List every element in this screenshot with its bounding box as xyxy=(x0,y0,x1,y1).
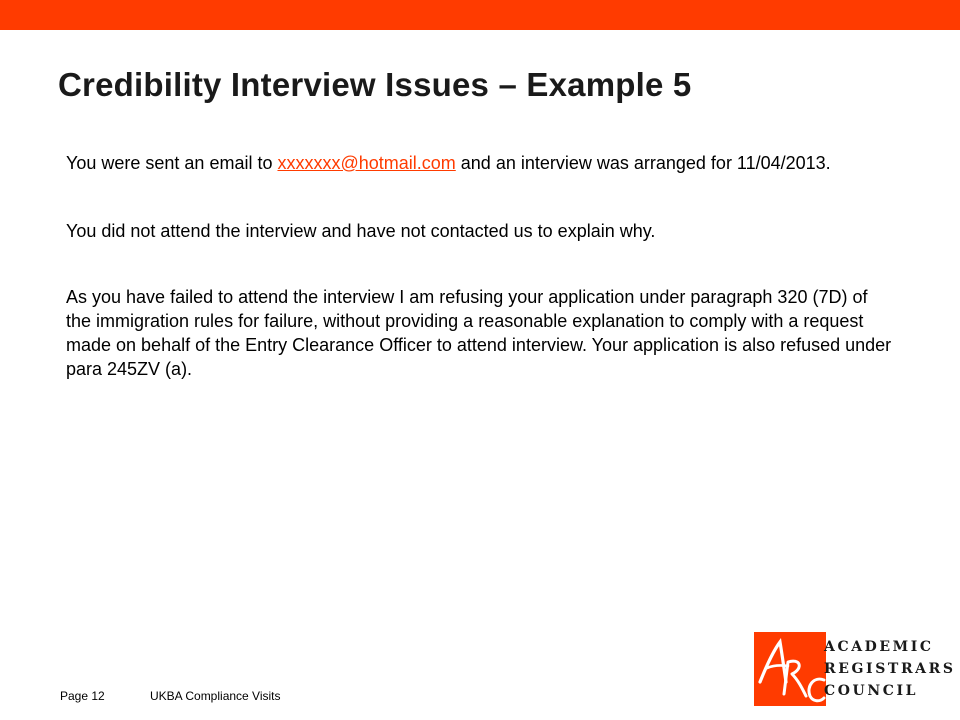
paragraph-1-tail: and an interview was arranged for 11/04/2013. xyxy=(455,153,831,173)
logo-line-academic: ACADEMIC xyxy=(824,639,934,655)
slide-title: Credibility Interview Issues – Example 5 xyxy=(58,66,692,103)
paragraph-email-sent xyxy=(66,151,896,175)
arc-logo xyxy=(754,632,954,706)
slide-body xyxy=(66,151,896,381)
email-link[interactable]: xxxxxxx@hotmail.com xyxy=(277,153,456,173)
footer-page-number: Page 12 xyxy=(60,689,105,703)
logo-line-council: COUNCIL xyxy=(824,683,919,699)
arc-logo-mark xyxy=(754,632,826,706)
footer-presentation-title: UKBA Compliance Visits xyxy=(150,689,281,703)
arc-logo-wordmark xyxy=(824,636,954,702)
paragraph-did-not-attend: You did not attend the interview and have not contacted us to explain why. xyxy=(66,221,656,241)
paragraph-refusal: As you have failed to attend the interview I am refusing your application under paragraph 320 (7D) of the immigration rules for failure, without providing a reasonable explanation to comply with a request made on behalf of the Entry Clearance Officer to attend interview. Your application is also refused under para 245ZV (a). xyxy=(66,287,892,379)
top-accent-bar xyxy=(0,0,960,30)
paragraph-1-lead: You were sent an email to xyxy=(66,153,278,173)
arc-monogram-icon xyxy=(754,632,826,706)
logo-line-registrars: REGISTRARS xyxy=(824,661,956,677)
